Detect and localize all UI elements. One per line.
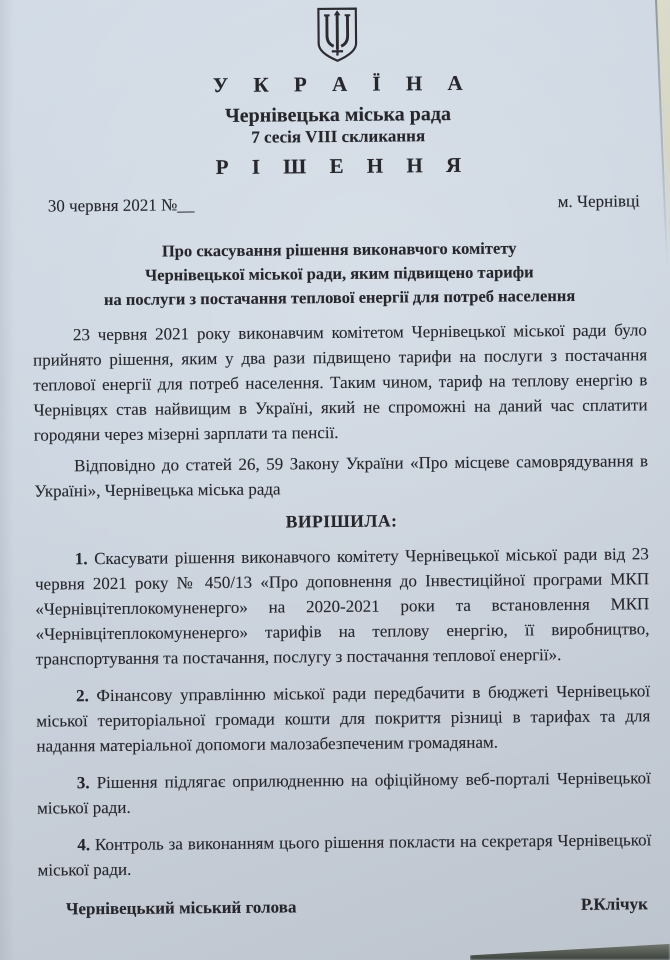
meta-row xyxy=(32,190,646,216)
resolution-item-1 xyxy=(35,541,650,671)
title-line-3: на послуги з постачання теплової енергії для потреб населення xyxy=(103,285,576,310)
resolution-item-3 xyxy=(37,765,651,820)
item-number: 1. xyxy=(74,549,88,569)
title-line-2: Чернівецької міської ради, яким підвищено тарифи xyxy=(145,262,534,285)
item-number: 2. xyxy=(75,686,89,706)
signatory-name: Р.Клічук xyxy=(580,894,648,914)
signature-row xyxy=(38,893,652,920)
item-text: Скасувати рішення виконавчого комітету Чернівецької міської ради від 23 червня 2021 року № 450/13 «Про доповнення до Інвестиційної програми МКП «Чернівцітеплокомуненерго» на 2020-2021 роки та встановлення МКП «Чернівцітеплокомуненерго» тарифів на теплову енергію, її виробництво, транспортування та постачання, послугу з постачання теплової енергії». xyxy=(35,544,650,669)
resolution-heading: ВИРІШИЛА: xyxy=(285,510,398,532)
signatory-title: Чернівецький міський голова xyxy=(65,897,297,919)
title-line-1: Про скасування рішення виконавчого комітету xyxy=(161,238,517,261)
item-text: Контроль за виконанням цього рішення покласти на секретаря Чернівецької міської ради. xyxy=(37,830,652,880)
resolution-item-2 xyxy=(36,678,651,758)
coat-of-arms xyxy=(30,0,645,72)
document-type-heading: Р І Ш Е Н Н Я xyxy=(215,152,471,180)
item-number: 4. xyxy=(77,835,91,855)
date-and-number: 30 червня 2021 №__ xyxy=(47,195,195,216)
place-name: м. Чернівці xyxy=(557,191,640,212)
preamble-paragraph-1: 23 червня 2021 року виконавчим комітетом Чернівецької міської ради було прийнято рішення, яким у два рази підвищено тарифи на послуги з постачання теплової енергії для потреб населення. Таким чином, тариф на теплову енергію в Чернівцях став найвищим в Україні, який не спроможні на даний час сплатити городяни через мізерні зарплати та пенсії. xyxy=(33,320,648,445)
country-name: У К Р А Ї Н А xyxy=(212,70,473,98)
item-text: Рішення підлягає оприлюдненню на офіційному веб-порталі Чернівецької міської ради. xyxy=(36,768,651,818)
council-name: Чернівецька міська рада xyxy=(224,102,452,127)
preamble-paragraph-2: Відповідно до статей 26, 59 Закону України «Про місцеве самоврядування в Україні», Чернівецька міська рада xyxy=(34,451,649,501)
item-text: Фінансову управлінню міської ради передбачити в бюджеті Чернівецької міської територіальної громади кошти для покриття різниці в тарифах та для надання матеріальної допомоги малозабезпеченим громадянам. xyxy=(36,681,651,756)
document-title xyxy=(32,235,647,312)
session-line: 7 сесія VIII скликання xyxy=(251,126,426,147)
item-number: 3. xyxy=(76,773,90,793)
table-edge-corner xyxy=(470,934,670,960)
ukraine-trident-icon xyxy=(311,6,364,69)
resolution-item-4 xyxy=(37,827,651,882)
